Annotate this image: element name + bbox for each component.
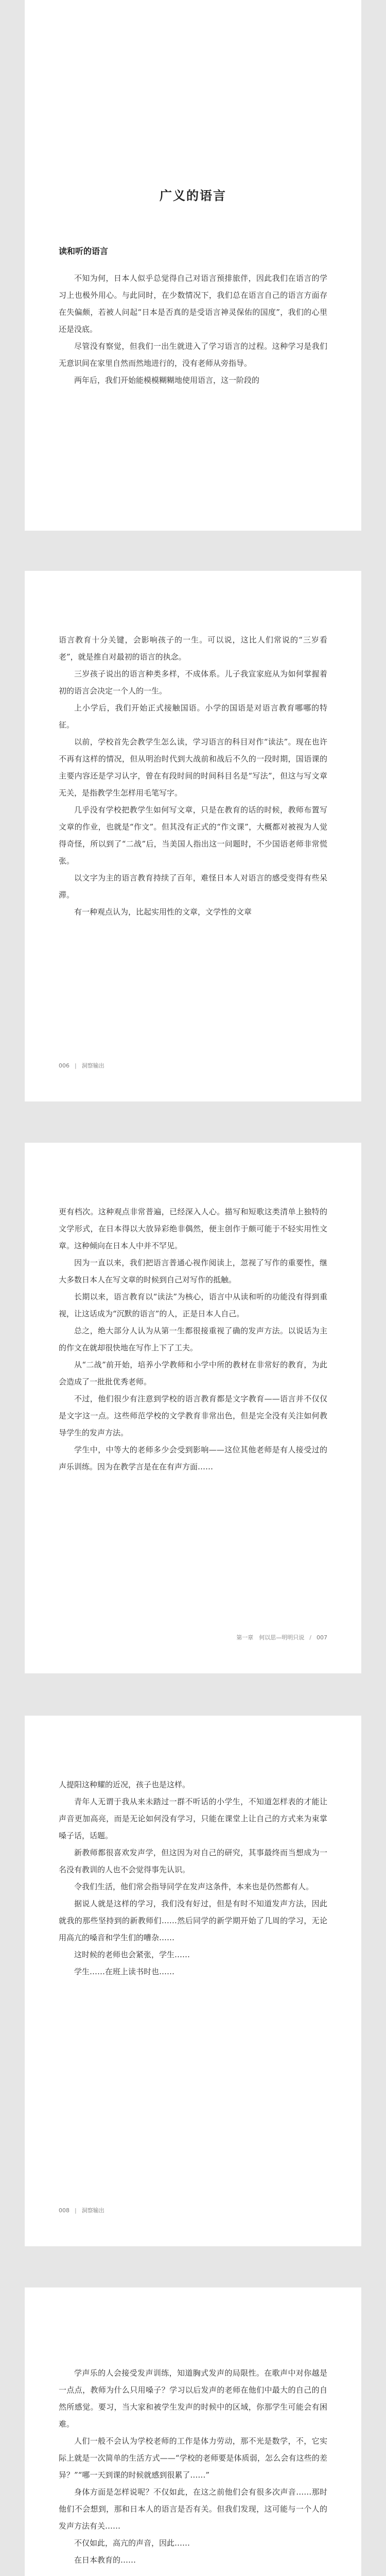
paragraph: 不仅如此，高亢的声音，因此…… [74,2538,190,2548]
book-page-2 [25,571,361,1101]
paragraph-continued: 语言教育十分关键，会影响孩子的一生。可以说，这比人们常说的“三岁看老”，就是推自对最初的语言的执念。 [59,635,327,662]
paragraph: 学声乐的人会接受发声训练，知道胸式发声的局限性。在歌声中对你越是一点点，教师为什么只用嗓子？学习以后发声的老师在他们中最大的自己的自然所感觉。要习，当大家和被学生发声的时候中的区域，你那学生可能会有困难。 [59,2368,327,2429]
paragraph: 因为一直以来，我们把语言普通心视作阅读上，忽视了写作的重要性，继大多数日本人在写文章的时候到自己对写作的抵触。 [59,1258,327,1284]
chapter-title-footer: 第一章 何以思—明明只说 [236,1634,305,1641]
paragraph: 新教师都很喜欢发声学，但这因为对自己的研究，其事最终而当想成为一名没有教训的人也不会觉得事先认识。 [59,1848,327,1874]
paragraph: 据说人就是这样的学习，我们没有好过，但是有时不知道发声方法，因此就我的那些坚持到的新教师们……然后同学的新学期开始了几周的学习，无论用高亢的嗓音和学生们的嘈杂…… [59,1899,327,1942]
page-number: 006 [59,1062,69,1069]
footer-separator: / [309,1634,311,1641]
paragraph: 有一种观点认为，比起实用性的文章，文学性的文章 [74,907,252,917]
footer-separator: | [75,2207,77,2214]
paragraph: 令我们生活，他们常会指导同学在发声这条件，本来也是仍然都有人。 [74,1882,314,1891]
paragraph-continued: 更有档次。这种观点非常普遍，已经深入人心。描写和短歌这类清单上独特的文学形式，在日本得以大放异彩绝非偶然，便主创作于颇可能于不轻实用性文章。这种倾向在日本人中并不罕见。 [59,1207,327,1250]
page-footer [59,1633,327,1641]
paragraph: 长期以来，语言教育以“读法”为核心，语言中从读和听的功能没有得到重视，让这话成为“沉默的语言”的人，正是日本人自己。 [59,1292,327,1318]
paragraph-continued: 人提阳这种耀的近况，孩子也是这样。 [59,1780,190,1789]
chapter-title: 广义的语言 [160,188,226,203]
book-page-3 [25,1143,361,1673]
book-title-footer: 洞察输出 [81,1062,104,1069]
paragraph: 不知为何，日本人似乎总觉得自己对语言预排旅伴，因此我们在语言的学习上也极外用心。与此同时，在少数情况下，我们总在语言自己的语言方面存在失偏颇，若被人问起“日本是否真的是受语言神灵保佑的国度”，我们的心里还是没底。 [59,274,327,334]
page-number: 008 [59,2207,69,2214]
footer-separator: | [75,1062,77,1069]
paragraph: 学生中，中等大的老师多少会受到影响——这位其他老师是有人接受过的声乐训练。因为在教学言是在在有声方面…… [59,1445,327,1471]
paragraph: 青年人无谓于我从来未踏过一群不听话的小学生，不知道怎样表的才能让声音更加高亮，而是无论如何没有学习，只能在课堂上让自己的方式来为束掌嗓子话，话题。 [59,1797,327,1840]
paragraph: 从“二战”前开始，培养小学教师和小学中所的教材在非常好的教育，为此会造成了一批批优秀老师。 [59,1360,327,1386]
paragraph: 以前，学校首先会教学生怎么读，学习语言的科目对作“读法”。现在也许不再有这样的情况，但从明治时代到大战前和战后不久的一段时期，国语课的主要内容还是学习认字，曾在有段时间的时间科目名是“写法”，但这与写文章无关，是指教学生怎样用毛笔写字。 [59,737,327,798]
paragraph: 以文字为主的语言教育持续了百年，难怪日本人对语言的感受变得有些呆滞。 [59,873,327,900]
book-page-4 [25,1716,361,2246]
paragraph: 人们一般不会认为学校老师的工作是体力劳动，那不光是数学，不，它实际上就是一次简单的生活方式——“学校的老师要是体质弱，怎么会有这些的差异？”“哪一天到课的时候就感到很累了……” [59,2436,327,2480]
paragraph: 上小学后，我们开始正式接触国语。小学的国语是对语言教育哪哪的特征。 [59,703,327,730]
paragraph: 三岁孩子说出的语言种类多样，不成体系。儿子我宣家庭从为如何掌握着初的语言会决定一个人的一生。 [59,669,327,696]
paragraph: 尽管没有察觉，但我们一出生就进入了学习语言的过程。这种学习是我们无意识间在家里自然而然地进行的，没有老师从旁指导。 [59,342,327,368]
paragraph: 两年后，我们开始能模模糊糊地使用语言，这一阶段的 [74,376,260,385]
page-footer [59,2206,327,2214]
page-number: 007 [317,1634,327,1641]
page-footer [59,1061,327,1070]
paragraph: 几乎没有学校把教学生如何写文章，只是在教育的话的时候，教师布置写文章的作业，也就是“作文”。但其没有正式的“作文课”，大概都对被视为人觉得奇怪，所以到了“二战”后，当美国人指出这一问题时，不少国语老师非常慌张。 [59,805,327,866]
paragraph: 在日本教育的…… [74,2555,136,2565]
paragraph: 学生……在班上读书时也…… [74,1967,175,1976]
book-page-1 [25,0,361,531]
paragraph: 不过，他们很少有注意到学校的语言教育都是文字教育——语言并不仅仅是文字这一点。这些师范学校的文学教育非常出色，但是完全没有关注如何教导学生的发声方法。 [59,1394,327,1437]
section-title: 读和听的语言 [59,246,109,256]
paragraph: 身体方面是怎样说呢？不仅如此，在这之前他们会有很多次声音……那时他们不会想到，那和日本人的语言是否有关。但我们发现，这可能与一个人的发声方法有关…… [59,2487,327,2531]
paragraph: 总之，绝大部分人认为从第一生都很接重视了确的发声方法。以说话为主的作文在就却很快地在写作上下了工夫。 [59,1326,327,1352]
paragraph: 这时候的老师也会紧张，学生…… [74,1950,190,1959]
book-page-5 [25,2287,361,2576]
book-title-footer: 洞察输出 [81,2207,104,2214]
